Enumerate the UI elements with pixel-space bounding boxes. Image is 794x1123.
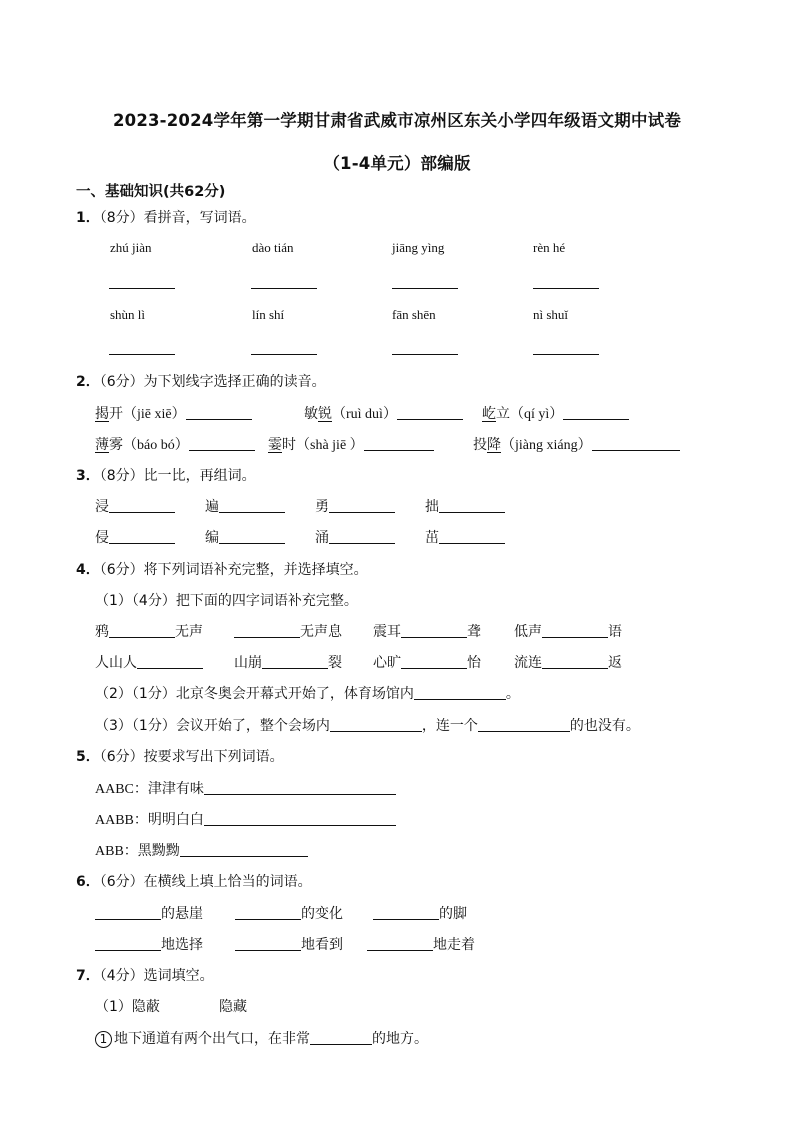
word-pattern-item: AABB：明明白白: [95, 809, 396, 829]
question-number: 5．: [76, 749, 100, 765]
answer-line[interactable]: [392, 354, 458, 355]
compare-char: 茁: [425, 527, 505, 547]
answer-blank[interactable]: [204, 779, 396, 795]
answer-blank[interactable]: [109, 622, 175, 638]
answer-blank[interactable]: [401, 653, 467, 669]
answer-blank[interactable]: [329, 528, 395, 544]
reading-item: 薄雾（báo bó）: [95, 434, 255, 454]
pinyin-prompt: dào tián: [252, 240, 294, 255]
sub-question: （2）（1分）北京冬奥会开幕式开始了，体育场馆内 。: [95, 686, 520, 702]
question-number: 3．: [76, 468, 100, 484]
answer-blank[interactable]: [189, 435, 255, 451]
question-5: [76, 746, 284, 766]
answer-line[interactable]: [251, 288, 317, 289]
answer-line[interactable]: [109, 288, 175, 289]
answer-blank[interactable]: [219, 497, 285, 513]
answer-blank[interactable]: [180, 841, 308, 857]
answer-blank[interactable]: [439, 497, 505, 513]
answer-blank[interactable]: [235, 935, 301, 951]
question-text: （8分）比一比，再组词。: [99, 468, 256, 484]
answer-blank[interactable]: [95, 904, 161, 920]
answer-blank[interactable]: [330, 716, 422, 732]
answer-blank[interactable]: [367, 935, 433, 951]
answer-blank[interactable]: [563, 404, 629, 420]
idiom-item: 山崩 裂: [234, 655, 342, 671]
underlined-char: 揭: [95, 406, 109, 422]
question-number: 6．: [76, 874, 100, 890]
compare-char: 编: [205, 527, 285, 547]
answer-blank[interactable]: [204, 810, 396, 826]
pinyin-prompt: jiāng yìng: [392, 240, 445, 255]
compare-char: 拙: [425, 496, 505, 516]
question-1: [76, 207, 256, 227]
fill-word-item: 的变化: [235, 903, 343, 923]
reading-item: 屹立（qí yì）: [482, 403, 629, 423]
answer-blank[interactable]: [439, 528, 505, 544]
answer-line[interactable]: [109, 354, 175, 355]
idiom-item: 鸦 无声: [95, 624, 203, 640]
section-heading-basics: 一、基础知识(共62分): [76, 184, 226, 200]
answer-line[interactable]: [533, 354, 599, 355]
fill-word-item: 的脚: [373, 903, 467, 923]
compare-char: 涌: [315, 527, 395, 547]
question-2: [76, 371, 326, 391]
idiom-item: 震耳 聋: [373, 624, 481, 640]
answer-blank[interactable]: [592, 435, 680, 451]
word-choice-option: 隐藏: [219, 999, 247, 1015]
question-text: （8分）看拼音，写词语。: [99, 210, 256, 226]
idiom-item: 流连 返: [514, 655, 622, 671]
word-pattern-item: AABC：津津有味: [95, 778, 396, 798]
question-number: 4．: [76, 562, 100, 578]
answer-blank[interactable]: [373, 904, 439, 920]
pinyin-prompt: nì shuǐ: [533, 307, 569, 322]
pinyin-prompt: lín shí: [252, 307, 285, 322]
question-number: 1．: [76, 210, 100, 226]
question-text: （6分）按要求写出下列词语。: [99, 749, 284, 765]
question-text: （6分）为下划线字选择正确的读音。: [99, 374, 326, 390]
answer-blank[interactable]: [542, 622, 608, 638]
question-text: （6分）在横线上填上恰当的词语。: [99, 874, 312, 890]
answer-blank[interactable]: [397, 404, 463, 420]
answer-blank[interactable]: [478, 716, 570, 732]
pinyin-prompt: fān shēn: [392, 307, 436, 322]
answer-blank[interactable]: [414, 684, 506, 700]
question-text: （4分）选词填空。: [99, 968, 214, 984]
fill-word-item: 的悬崖: [95, 903, 203, 923]
pinyin-prompt: rèn hé: [533, 240, 566, 255]
circled-number: 1: [95, 1031, 112, 1048]
answer-line[interactable]: [392, 288, 458, 289]
pinyin-prompt: shùn lì: [110, 307, 146, 322]
fill-sentence: 1 地下通道有两个出气口，在非常 的地方。: [95, 1028, 428, 1048]
reading-item: 揭开（jiē xiē）: [95, 403, 252, 423]
compare-char: 勇: [315, 496, 395, 516]
fill-word-item: 地选择: [95, 934, 203, 954]
answer-blank[interactable]: [109, 497, 175, 513]
answer-blank[interactable]: [219, 528, 285, 544]
answer-blank[interactable]: [401, 622, 467, 638]
compare-char: 浸: [95, 496, 175, 516]
reading-item: 敏锐（ruì duì）: [304, 403, 463, 423]
question-6: [76, 871, 312, 891]
answer-blank[interactable]: [109, 528, 175, 544]
word-choice-option: （1）隐蔽: [95, 999, 160, 1015]
question-4: [76, 559, 368, 579]
answer-blank[interactable]: [542, 653, 608, 669]
idiom-item: 无声息: [234, 621, 342, 641]
exam-title-line2: （1-4单元）部编版: [323, 154, 471, 173]
answer-blank[interactable]: [235, 904, 301, 920]
answer-blank[interactable]: [234, 622, 300, 638]
answer-line[interactable]: [251, 354, 317, 355]
question-7: [76, 965, 214, 985]
underlined-char: 霎: [268, 437, 282, 453]
pinyin-prompt: zhú jiàn: [110, 240, 152, 255]
underlined-char: 降: [487, 437, 501, 453]
question-number: 7．: [76, 968, 100, 984]
compare-char: 遍: [205, 496, 285, 516]
fill-word-item: 地看到: [235, 934, 343, 954]
question-text: （6分）将下列词语补充完整，并选择填空。: [99, 562, 368, 578]
question-3: [76, 465, 256, 485]
answer-blank[interactable]: [95, 935, 161, 951]
exam-title-line1: 2023-2024学年第一学期甘肃省武威市凉州区东关小学四年级语文期中试卷: [112, 111, 682, 130]
answer-blank[interactable]: [137, 653, 203, 669]
underlined-char: 薄: [95, 437, 109, 453]
compare-char: 侵: [95, 527, 175, 547]
answer-blank[interactable]: [329, 497, 395, 513]
sub-question: （3）（1分）会议开始了，整个会场内 ，连一个 的也没有。: [95, 718, 640, 734]
underlined-char: 屹: [482, 406, 496, 422]
sub-question: （1）（4分）把下面的四字词语补充完整。: [95, 593, 358, 609]
answer-blank[interactable]: [262, 653, 328, 669]
answer-blank[interactable]: [310, 1029, 372, 1045]
underlined-char: 锐: [318, 406, 332, 422]
reading-item: 霎时（shà jiē ）: [268, 434, 434, 454]
word-pattern-item: ABB：黑黝黝: [95, 840, 308, 860]
answer-blank[interactable]: [186, 404, 252, 420]
idiom-item: 低声 语: [514, 624, 622, 640]
fill-word-item: 地走着: [367, 934, 475, 954]
answer-blank[interactable]: [364, 435, 434, 451]
idiom-item: 人山人: [95, 652, 203, 672]
answer-line[interactable]: [533, 288, 599, 289]
reading-item: 投降（jiàng xiáng）: [473, 434, 680, 454]
idiom-item: 心旷 怡: [373, 655, 481, 671]
question-number: 2．: [76, 374, 100, 390]
